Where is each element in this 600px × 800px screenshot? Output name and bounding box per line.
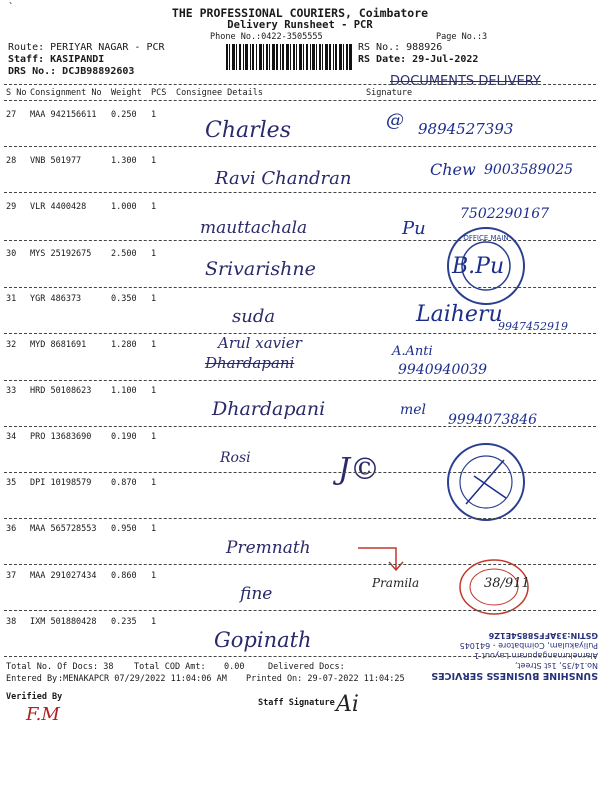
- row-34-sno: 34: [6, 432, 17, 442]
- row-30-consignment: MYS 25192675: [30, 249, 92, 259]
- row-33-sign-mark: mel: [400, 402, 427, 418]
- row-37-signature: Pramila: [372, 576, 420, 590]
- barcode: [226, 44, 352, 70]
- row-34-sign-mark: J©: [338, 452, 381, 487]
- row-32-consignment: MYD 8681691: [30, 340, 87, 350]
- company-title: THE PROFESSIONAL COURIERS, Coimbatore: [171, 6, 429, 20]
- row-38-weight: 0.235: [111, 617, 137, 627]
- row-32-sign-mark: A.Anti: [392, 344, 433, 359]
- row-38-sno: 38: [6, 617, 17, 627]
- stamp-line-3: Alamelumangapuram Layout 1: [474, 651, 598, 660]
- documents-delivery-stamp: DOCUMENTS DELIVERY: [390, 74, 541, 89]
- row-34-weight: 0.190: [111, 432, 137, 442]
- runsheet-subtitle: Delivery Runsheet - PCR: [227, 19, 373, 31]
- staff-signature-label: Staff Signature: [258, 698, 335, 708]
- row-32-consignee: Arul xavier: [218, 334, 302, 352]
- row-30-pcs: 1: [151, 249, 157, 259]
- stamp-line-4: Puliyakulam, Coimbatore - 641045: [459, 641, 598, 650]
- row-rule: [4, 192, 596, 193]
- row-33-weight: 1.100: [111, 386, 137, 396]
- row-28-consignment: VNB 501977: [30, 156, 82, 166]
- row-36-sno: 36: [6, 524, 17, 534]
- row-29-weight: 1.000: [111, 202, 137, 212]
- row-27-sign-mark: @: [386, 110, 404, 131]
- row-33-consignment: HRD 50108623: [30, 386, 92, 396]
- row-35-sno: 35: [6, 478, 17, 488]
- row-31-weight: 0.350: [111, 294, 137, 304]
- verify-mark: F.M: [26, 704, 60, 725]
- row-28-pcs: 1: [151, 156, 157, 166]
- row-31-sno: 31: [6, 294, 17, 304]
- row-30-sno: 30: [6, 249, 17, 259]
- rs-date: RS Date: 29-Jul-2022: [358, 54, 479, 65]
- row-32-sno: 32: [6, 340, 17, 350]
- row-37-weight: 0.860: [111, 571, 137, 581]
- rs-number: RS No.: 988926: [358, 42, 443, 53]
- col-weight: Weight: [111, 88, 142, 98]
- row-32-signature: 9940940039: [398, 362, 488, 378]
- row-rule: [4, 380, 596, 381]
- entered-by-label: Entered By: [6, 674, 58, 684]
- col-sno: S No: [6, 88, 27, 98]
- row-rule: [4, 518, 596, 519]
- row-32-struck-name: Dhardapani: [205, 354, 295, 372]
- col-signature: Signature: [366, 88, 413, 98]
- row-38-consignment: IXM 501880428: [30, 617, 97, 627]
- row-31-consignee: suda: [232, 306, 276, 327]
- round-seal-stamp: [444, 440, 528, 524]
- row-34-consignment: PRO 13683690: [30, 432, 92, 442]
- staff: Staff: KASIPANDI: [8, 54, 105, 65]
- row-28-sign-mark: Chew: [430, 160, 476, 179]
- row-28-signature: 9003589025: [484, 162, 574, 178]
- row-37-consignment: MAA 291027434: [30, 571, 97, 581]
- rule-header: [4, 100, 596, 101]
- row-31-pcs: 1: [151, 294, 157, 304]
- row-33-consignee: Dhardapani: [212, 398, 326, 420]
- row-38-consignee: Gopinath: [214, 628, 312, 652]
- row-37-sign-number: 38/911: [484, 576, 530, 591]
- staff-signature-mark: Ai: [336, 692, 359, 717]
- row-36-consignee: Premnath: [226, 538, 311, 558]
- row-37-sno: 37: [6, 571, 17, 581]
- row-34-pcs: 1: [151, 432, 157, 442]
- page-number: Page No.:3: [436, 32, 488, 42]
- row-29-consignment: VLR 4400428: [30, 202, 87, 212]
- verified-by: Verified By: [6, 692, 63, 702]
- corner-mark: `: [8, 2, 15, 13]
- cod-label: Total COD Amt:: [134, 662, 206, 672]
- row-30-consignee: Srivarishne: [205, 258, 316, 280]
- row-37-pcs: 1: [151, 571, 157, 581]
- row-35-consignment: DPI 10198579: [30, 478, 92, 488]
- row-33-pcs: 1: [151, 386, 157, 396]
- business-stamp: [383, 600, 598, 680]
- row-27-pcs: 1: [151, 110, 157, 120]
- phone-number: Phone No.:0422-3505555: [210, 32, 323, 42]
- row-32-weight: 1.280: [111, 340, 137, 350]
- row-28-weight: 1.300: [111, 156, 137, 166]
- row-28-sno: 28: [6, 156, 17, 166]
- row-35-pcs: 1: [151, 478, 157, 488]
- row-27-consignment: MAA 942156611: [30, 110, 97, 120]
- row-28-consignee: Ravi Chandran: [215, 168, 352, 189]
- rule-bottom: [4, 656, 596, 657]
- row-rule: [4, 287, 596, 288]
- red-arrow-mark: [356, 540, 408, 576]
- row-27-signature: 9894527393: [418, 120, 514, 138]
- total-docs: Total No. Of Docs: 38: [6, 662, 114, 672]
- round-stamp-text: OFFICE MAIN: [463, 234, 509, 242]
- row-rule: [4, 426, 596, 427]
- row-30-weight: 2.500: [111, 249, 137, 259]
- row-31-signature: 9947452919: [498, 320, 568, 333]
- row-32-pcs: 1: [151, 340, 157, 350]
- row-rule: [4, 146, 596, 147]
- drs-number: DRS No.: DCJB98892603: [8, 66, 135, 77]
- row-36-weight: 0.950: [111, 524, 137, 534]
- row-31-consignment: YGR 486373: [30, 294, 82, 304]
- row-29-sign-mark: Pu: [402, 218, 426, 239]
- row-29-sno: 29: [6, 202, 17, 212]
- printed-on: Printed On: 29-07-2022 11:04:25: [246, 674, 405, 684]
- row-34-consignee: Rosi: [220, 450, 251, 466]
- route: Route: PERIYAR NAGAR - PCR: [8, 42, 165, 53]
- row-27-sno: 27: [6, 110, 17, 120]
- stamp-line-5: GSTIN:33AFFS8854E1Z6: [488, 631, 598, 640]
- row-30-sign-mark: B.Pu: [452, 254, 505, 279]
- row-37-consignee: fine: [240, 584, 273, 604]
- entered-by: :MENAKAPCR 07/29/2022 11:04:06 AM: [58, 674, 227, 684]
- row-36-consignment: MAA 565728553: [30, 524, 97, 534]
- row-35-weight: 0.870: [111, 478, 137, 488]
- stamp-line-1: SUNSHINE BUSINESS SERVICES: [431, 670, 598, 681]
- row-29-consignee: mauttachala: [200, 218, 308, 238]
- col-pcs: PCS: [151, 88, 167, 98]
- row-29-pcs: 1: [151, 202, 157, 212]
- row-33-signature: 9994073846: [448, 412, 538, 428]
- col-consignment: Consignment No: [30, 88, 102, 98]
- row-29-signature: 7502290167: [460, 206, 550, 222]
- row-38-pcs: 1: [151, 617, 157, 627]
- rule-top: [4, 84, 596, 85]
- row-33-sno: 33: [6, 386, 17, 396]
- delivered-docs: Delivered Docs:: [268, 662, 345, 672]
- col-consignee: Consignee Details: [176, 88, 263, 98]
- stamp-line-2: No.14/35, 1st Street,: [514, 661, 598, 670]
- row-27-consignee: Charles: [205, 118, 291, 143]
- cod-value: 0.00: [224, 662, 245, 672]
- row-36-pcs: 1: [151, 524, 157, 534]
- row-27-weight: 0.250: [111, 110, 137, 120]
- row-31-sign-mark: Laiheru: [416, 302, 503, 327]
